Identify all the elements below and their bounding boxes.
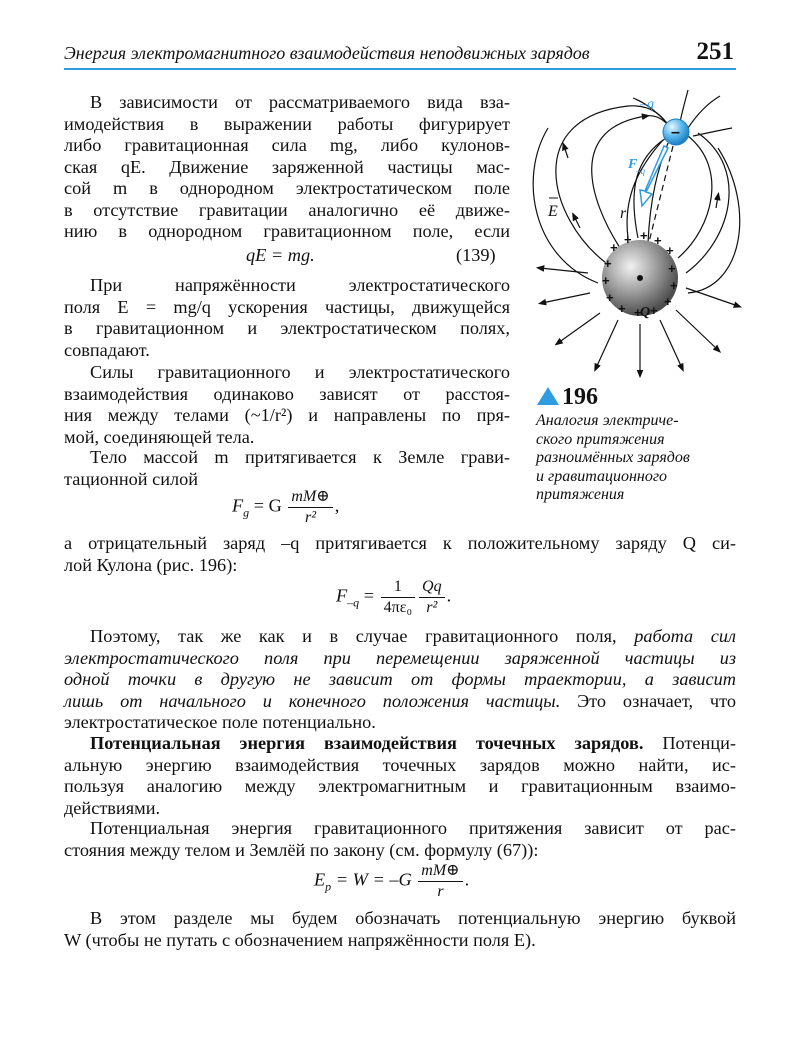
text-line: электростатического поля при перемещении заряженной частицы из (64, 647, 736, 668)
paragraph-intro (64, 92, 510, 243)
text-line: совпадают. (64, 339, 150, 360)
eq-symbol: F (232, 495, 244, 516)
eq-operator: = G (253, 495, 282, 516)
text-line (64, 733, 736, 755)
text-run-italic: работа сил (634, 626, 736, 646)
text-line: W (чтобы не путать с обозначением напряжённости поля E). (64, 929, 536, 950)
eq-fraction (419, 578, 445, 617)
plus-sign: + (650, 303, 658, 318)
label-force: F (628, 157, 638, 172)
plus-sign: + (670, 278, 678, 293)
plus-sign: + (654, 233, 662, 248)
eq-punct: . (446, 585, 452, 606)
paragraph-field-strength (64, 275, 510, 361)
plus-sign: + (666, 243, 674, 258)
text-run-italic: лишь от начального и конечного положения частицы. (64, 690, 561, 711)
text-line: мой, соединяющей тела. (64, 426, 255, 447)
text-line: В зависимости от рассматриваемого вида вза- (90, 92, 510, 112)
eq-numerator: Qq (419, 578, 445, 598)
eq-fraction (288, 488, 332, 527)
caption-line: Аналогия электриче- (536, 412, 679, 429)
equation-potential-energy (314, 862, 469, 901)
paragraph-coulomb (64, 533, 736, 576)
plus-sign: + (604, 256, 612, 271)
text-line: альную энергию взаимодействия точечных зарядов можно найти, ис- (64, 754, 736, 775)
text-line: ская qE. Движение заряженной частицы мас- (64, 156, 510, 177)
figure-196-field-diagram (528, 88, 748, 378)
text-line (64, 691, 736, 713)
eq-numerator: mM⊕ (418, 862, 462, 882)
minus-sign: – (671, 124, 680, 141)
text-line: либо гравитационная сила mg, либо кулонов- (64, 135, 510, 155)
plus-sign: + (668, 261, 676, 276)
equation-139-number: (139) (456, 245, 496, 265)
eq-denominator: 4πε₀ (383, 599, 413, 616)
text-line: нию в однородном гравитационном поле, если (64, 221, 510, 241)
text-line: одной точки в другую не зависит от формы траектории, а зависит (64, 669, 736, 689)
eq-operator: = (363, 585, 375, 606)
text-line: сой m в однородном электростатическом поле (64, 178, 510, 198)
eq-subscript: g (243, 505, 250, 520)
text-line: электростатическое поле потенциально. (64, 712, 376, 732)
text-line: Силы гравитационного и электростатического (90, 362, 510, 382)
text-line: стояния между телом и Землёй по закону (см. формулу (67)): (64, 839, 539, 860)
paragraph-gravity (64, 447, 510, 490)
figure-caption (536, 412, 736, 505)
label-force-sub: –q (636, 166, 645, 176)
equation-coulomb-force (336, 578, 451, 617)
text-line: Потенциальная энергия гравитационного притяжения зависит от рас- (90, 818, 736, 838)
label-r: r (620, 205, 627, 222)
text-line: тационной силой (64, 468, 199, 489)
plus-sign: + (664, 294, 672, 309)
caption-line: ского притяжения (536, 430, 665, 448)
text-line: В этом разделе мы будем обозначать потенциальную энергию буквой (90, 908, 736, 928)
paragraph-gravity-energy (64, 818, 736, 861)
text-line (64, 626, 736, 648)
text-run: Это означает, что (560, 690, 736, 711)
label-E: E (548, 203, 558, 220)
paragraph-point-charges (64, 733, 736, 819)
running-title: Энергия электромагнитного взаимодействия неподвижных зарядов (64, 43, 590, 63)
text-line: лой Кулона (рис. 196): (64, 554, 238, 575)
eq-fraction (418, 862, 462, 901)
eq-symbol: F (336, 585, 348, 606)
section-heading-inline: Потенциальная энергия взаимодействия точечных зарядов. (90, 733, 644, 753)
eq-subscript: p (325, 879, 332, 894)
plus-sign: + (618, 301, 626, 316)
text-line: При напряжённости электростатического (90, 275, 510, 295)
text-line: взаимодействия одинаково зависят от расстоя- (64, 383, 510, 404)
figure-marker-triangle (536, 386, 560, 406)
force-arrow (640, 146, 668, 206)
plus-sign: + (634, 305, 642, 320)
equation-139: qE = mg. (246, 245, 315, 265)
paragraph-potential-field (64, 626, 736, 734)
eq-numerator: mM⊕ (288, 488, 332, 508)
text-line: в гравитационном и электростатическом полях, (64, 318, 510, 338)
text-run: Поэтому, так же как и в случае гравитационного поля, (90, 626, 635, 646)
label-neg-q: –q (640, 97, 654, 112)
eq-punct: . (464, 869, 470, 890)
text-line: поля E = mg/q ускорения частицы, движущейся (64, 296, 510, 317)
eq-denominator: r² (305, 509, 317, 526)
header-rule (64, 68, 736, 70)
caption-line: разноимённых зарядов (536, 449, 690, 466)
eq-numerator: 1 (381, 578, 415, 598)
eq-fraction (381, 578, 415, 617)
page-number: 251 (696, 38, 734, 65)
text-line: Тело массой m притягивается к Земле грави- (90, 447, 510, 467)
plus-sign: + (640, 228, 648, 243)
label-Q: Q (640, 305, 651, 320)
equation-gravity-force (232, 488, 339, 527)
plus-sign: + (624, 232, 632, 247)
text-line: в отсутствие гравитации аналогично её движе- (64, 199, 510, 220)
text-run: Потенци- (643, 733, 736, 753)
eq-punct: , (334, 495, 340, 516)
sphere-center (637, 275, 643, 281)
eq-symbol: E (314, 869, 326, 890)
paragraph-forces (64, 362, 510, 448)
plus-sign: + (610, 240, 618, 255)
eq-denominator: r (437, 883, 444, 900)
text-line: а отрицательный заряд –q притягивается к положительному заряду Q си- (64, 533, 736, 553)
caption-line: притяжения (536, 486, 625, 503)
eq-operator: = W = –G (335, 869, 412, 890)
text-line: действиями. (64, 797, 161, 818)
text-line: пользуя аналогию между электромагнитным и гравитационным взаимо- (64, 776, 736, 796)
caption-line: и гравитационного (536, 467, 668, 485)
plus-sign: + (606, 290, 614, 305)
paragraph-notation (64, 908, 736, 951)
figure-number (562, 384, 598, 411)
figure-number-text: 196 (562, 384, 598, 410)
running-header (64, 40, 736, 68)
plus-sign: + (602, 273, 610, 288)
eq-subscript: –q (347, 595, 360, 610)
eq-denominator: r² (426, 599, 438, 616)
text-line: ния между телами (~1/r²) и направлены по пря- (64, 405, 510, 425)
field-lines (533, 90, 740, 374)
text-line: имодействия в выражении работы фигурирует (64, 113, 510, 134)
